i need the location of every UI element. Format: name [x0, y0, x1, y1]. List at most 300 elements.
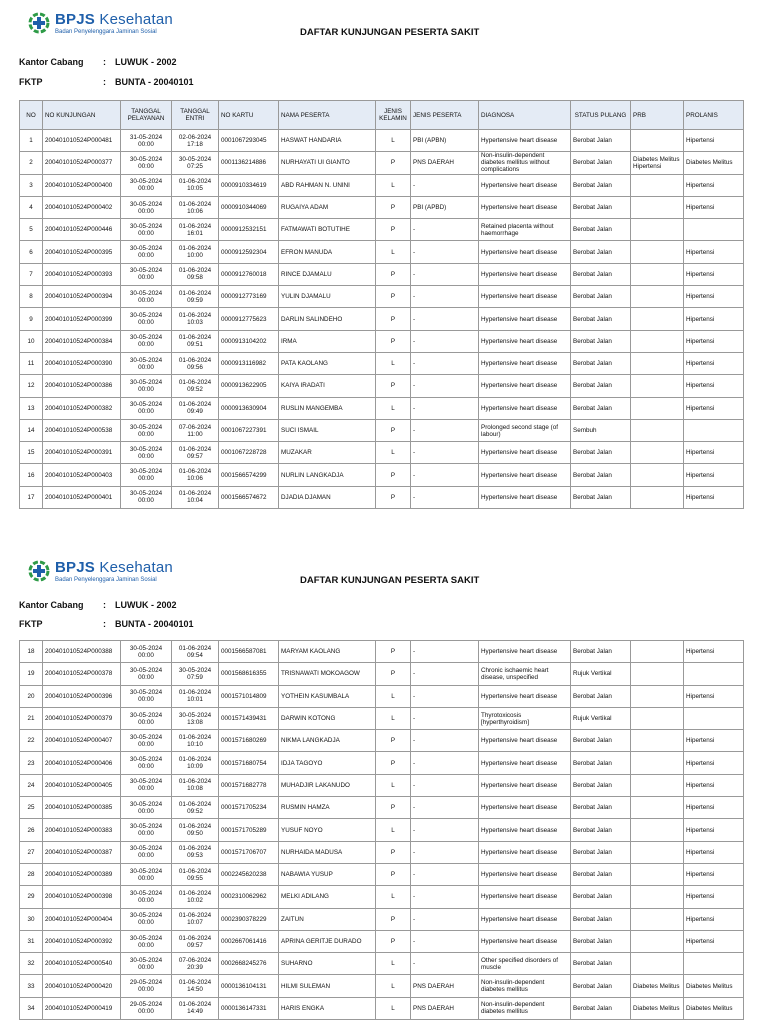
cell-no: 7 — [20, 263, 43, 285]
cell-no: 2 — [20, 152, 43, 174]
cell-jenis-peserta: - — [411, 663, 479, 685]
cell-jenis-peserta: - — [411, 174, 479, 196]
table-row — [20, 219, 744, 241]
cell-no-kartu: 0001571706707 — [219, 841, 279, 863]
cell-status-pulang: Berobat Jalan — [571, 486, 631, 508]
cell-prb — [631, 841, 684, 863]
cell-tanggal-entri: 01-06-2024 10:06 — [172, 196, 219, 218]
cell-prb — [631, 286, 684, 308]
column-header: NAMA PESERTA — [279, 101, 376, 130]
cell-status-pulang: Berobat Jalan — [571, 997, 631, 1019]
cell-tanggal-pelayanan: 30-05-2024 00:00 — [121, 707, 172, 729]
cell-tanggal-pelayanan: 30-05-2024 00:00 — [121, 464, 172, 486]
cell-jenis-kelamin: L — [376, 685, 411, 707]
cell-prb — [631, 953, 684, 975]
table-row — [20, 397, 744, 419]
cell-prb — [631, 352, 684, 374]
cell-prb — [631, 330, 684, 352]
cell-diagnosa: Hypertensive heart disease — [479, 863, 571, 885]
cell-diagnosa: Hypertensive heart disease — [479, 241, 571, 263]
cell-no-kunjungan: 200401010524P000403 — [43, 464, 121, 486]
cell-no-kunjungan: 200401010524P000387 — [43, 841, 121, 863]
cell-nama-peserta: FATMAWATI BOTUTIHE — [279, 219, 376, 241]
cell-no-kunjungan: 200401010524P000393 — [43, 263, 121, 285]
cell-nama-peserta: NIKMA LANGKADJA — [279, 730, 376, 752]
cell-no: 4 — [20, 196, 43, 218]
cell-nama-peserta: ABD RAHMAN N. UNINI — [279, 174, 376, 196]
cell-tanggal-pelayanan: 30-05-2024 00:00 — [121, 219, 172, 241]
cell-tanggal-entri: 01-06-2024 09:52 — [172, 375, 219, 397]
cell-no-kunjungan: 200401010524P000481 — [43, 130, 121, 152]
column-header: TANGGAL PELAYANAN — [121, 101, 172, 130]
cell-nama-peserta: RUSMIN HAMZA — [279, 797, 376, 819]
cell-nama-peserta: YULIN DJAMALU — [279, 286, 376, 308]
cell-jenis-kelamin: L — [376, 130, 411, 152]
cell-jenis-peserta: - — [411, 375, 479, 397]
cell-jenis-peserta: PBI (APBN) — [411, 130, 479, 152]
cell-tanggal-pelayanan: 30-05-2024 00:00 — [121, 375, 172, 397]
cell-tanggal-entri: 01-06-2024 09:50 — [172, 819, 219, 841]
cell-diagnosa: Retained placenta without haemorrhage — [479, 219, 571, 241]
cell-nama-peserta: MUZAKAR — [279, 442, 376, 464]
cell-prb — [631, 908, 684, 930]
cell-jenis-kelamin: P — [376, 419, 411, 441]
cell-no-kunjungan: 200401010524P000382 — [43, 397, 121, 419]
cell-tanggal-entri: 01-06-2024 09:58 — [172, 263, 219, 285]
cell-status-pulang: Berobat Jalan — [571, 685, 631, 707]
cell-jenis-kelamin: P — [376, 219, 411, 241]
cell-jenis-peserta: - — [411, 908, 479, 930]
cell-prb — [631, 663, 684, 685]
column-header: PRB — [631, 101, 684, 130]
cell-tanggal-entri: 01-06-2024 10:03 — [172, 308, 219, 330]
cell-no-kunjungan: 200401010524P000391 — [43, 442, 121, 464]
table-row — [20, 752, 744, 774]
cell-no-kunjungan: 200401010524P000399 — [43, 308, 121, 330]
visit-table — [19, 640, 744, 1020]
cell-tanggal-pelayanan: 30-05-2024 00:00 — [121, 241, 172, 263]
cell-tanggal-pelayanan: 30-05-2024 00:00 — [121, 641, 172, 663]
cell-jenis-peserta: - — [411, 841, 479, 863]
cell-diagnosa: Hypertensive heart disease — [479, 486, 571, 508]
cell-prolanis: Hipertensi — [684, 730, 744, 752]
cell-prolanis: Diabetes Melitus — [684, 975, 744, 997]
cell-tanggal-pelayanan: 30-05-2024 00:00 — [121, 486, 172, 508]
cell-tanggal-pelayanan: 30-05-2024 00:00 — [121, 663, 172, 685]
cell-prb — [631, 707, 684, 729]
cell-prolanis — [684, 953, 744, 975]
visit-table — [19, 100, 744, 509]
cell-jenis-peserta: - — [411, 797, 479, 819]
cell-diagnosa: Thyrotoxicosis [hyperthyroidism] — [479, 707, 571, 729]
cell-no-kunjungan: 200401010524P000540 — [43, 953, 121, 975]
cell-prb — [631, 819, 684, 841]
cell-prb — [631, 886, 684, 908]
cell-no: 19 — [20, 663, 43, 685]
column-header: DIAGNOSA — [479, 101, 571, 130]
cell-no-kunjungan: 200401010524P000406 — [43, 752, 121, 774]
column-header: STATUS PULANG — [571, 101, 631, 130]
table-row — [20, 930, 744, 952]
cell-no: 25 — [20, 797, 43, 819]
table-row — [20, 419, 744, 441]
cell-prolanis: Hipertensi — [684, 486, 744, 508]
cell-jenis-kelamin: L — [376, 442, 411, 464]
table-row — [20, 774, 744, 796]
cell-nama-peserta: RINCE DJAMALU — [279, 263, 376, 285]
cell-status-pulang: Berobat Jalan — [571, 953, 631, 975]
cell-prb — [631, 442, 684, 464]
cell-jenis-kelamin: L — [376, 975, 411, 997]
cell-jenis-peserta: - — [411, 730, 479, 752]
cell-prb — [631, 797, 684, 819]
cell-prolanis: Hipertensi — [684, 330, 744, 352]
cell-prb — [631, 464, 684, 486]
cell-no-kartu: 0000910334619 — [219, 174, 279, 196]
cell-jenis-peserta: - — [411, 774, 479, 796]
kantor-cabang-value: LUWUK - 2002 — [115, 57, 177, 67]
column-header: JENIS KELAMIN — [376, 101, 411, 130]
cell-no-kunjungan: 200401010524P000377 — [43, 152, 121, 174]
table-row — [20, 975, 744, 997]
table-body — [20, 130, 744, 509]
cell-prb — [631, 263, 684, 285]
cell-no: 6 — [20, 241, 43, 263]
cell-jenis-peserta: - — [411, 241, 479, 263]
cell-status-pulang: Sembuh — [571, 419, 631, 441]
cell-jenis-kelamin: L — [376, 819, 411, 841]
cell-tanggal-pelayanan: 30-05-2024 00:00 — [121, 685, 172, 707]
cell-no-kartu: 0002310062962 — [219, 886, 279, 908]
cell-tanggal-pelayanan: 29-05-2024 00:00 — [121, 975, 172, 997]
cell-jenis-peserta: - — [411, 352, 479, 374]
cell-jenis-peserta: - — [411, 219, 479, 241]
cell-no-kunjungan: 200401010524P000405 — [43, 774, 121, 796]
cell-no-kartu: 0001571705234 — [219, 797, 279, 819]
cell-no-kunjungan: 200401010524P000404 — [43, 908, 121, 930]
cell-nama-peserta: RUGAIYA ADAM — [279, 196, 376, 218]
cell-tanggal-entri: 01-06-2024 10:00 — [172, 241, 219, 263]
cell-tanggal-entri: 01-06-2024 09:57 — [172, 930, 219, 952]
cell-prb — [631, 308, 684, 330]
cell-no: 34 — [20, 997, 43, 1019]
cell-diagnosa: Prolonged second stage (of labour) — [479, 419, 571, 441]
cell-prolanis: Hipertensi — [684, 797, 744, 819]
cell-status-pulang: Berobat Jalan — [571, 174, 631, 196]
cell-prolanis: Hipertensi — [684, 442, 744, 464]
cell-prb — [631, 774, 684, 796]
cell-nama-peserta: MELKI ADILANG — [279, 886, 376, 908]
cell-status-pulang: Rujuk Vertikal — [571, 663, 631, 685]
cell-tanggal-pelayanan: 30-05-2024 00:00 — [121, 953, 172, 975]
cell-status-pulang: Berobat Jalan — [571, 464, 631, 486]
cell-prolanis: Diabetes Melitus — [684, 997, 744, 1019]
brand-tagline: Badan Penyelenggara Jaminan Sosial — [55, 29, 157, 35]
cell-tanggal-pelayanan: 30-05-2024 00:00 — [121, 286, 172, 308]
column-header: TANGGAL ENTRI — [172, 101, 219, 130]
cell-jenis-peserta: - — [411, 819, 479, 841]
cell-status-pulang: Berobat Jalan — [571, 397, 631, 419]
cell-no-kunjungan: 200401010524P000401 — [43, 486, 121, 508]
cell-no: 1 — [20, 130, 43, 152]
cell-status-pulang: Berobat Jalan — [571, 130, 631, 152]
cell-no-kartu: 0001571705289 — [219, 819, 279, 841]
cell-tanggal-pelayanan: 30-05-2024 00:00 — [121, 863, 172, 885]
table-row — [20, 841, 744, 863]
cell-prolanis: Hipertensi — [684, 375, 744, 397]
cell-no-kartu: 0000913104202 — [219, 330, 279, 352]
cell-diagnosa: Hypertensive heart disease — [479, 196, 571, 218]
cell-no: 3 — [20, 174, 43, 196]
cell-no-kartu: 0000136104131 — [219, 975, 279, 997]
table-row — [20, 130, 744, 152]
cell-tanggal-entri: 30-05-2024 13:08 — [172, 707, 219, 729]
cell-no: 17 — [20, 486, 43, 508]
cell-tanggal-entri: 01-06-2024 10:09 — [172, 752, 219, 774]
cell-prolanis: Hipertensi — [684, 908, 744, 930]
cell-prolanis: Hipertensi — [684, 641, 744, 663]
cell-nama-peserta: APRINA GERITJE DURADO — [279, 930, 376, 952]
cell-no: 8 — [20, 286, 43, 308]
cell-diagnosa: Non-insulin-dependent diabetes mellitus without complications — [479, 152, 571, 174]
cell-no: 10 — [20, 330, 43, 352]
cell-diagnosa: Hypertensive heart disease — [479, 841, 571, 863]
cell-no-kartu: 0001136214886 — [219, 152, 279, 174]
cell-no: 15 — [20, 442, 43, 464]
cell-prolanis: Hipertensi — [684, 352, 744, 374]
cell-jenis-kelamin: P — [376, 930, 411, 952]
cell-jenis-kelamin: L — [376, 774, 411, 796]
cell-jenis-kelamin: P — [376, 797, 411, 819]
cell-jenis-kelamin: P — [376, 641, 411, 663]
cell-no-kartu: 0001568616355 — [219, 663, 279, 685]
cell-tanggal-pelayanan: 30-05-2024 00:00 — [121, 442, 172, 464]
cell-no: 18 — [20, 641, 43, 663]
cell-nama-peserta: NURHAYATI UI GIANTO — [279, 152, 376, 174]
cell-diagnosa: Hypertensive heart disease — [479, 174, 571, 196]
table-row — [20, 886, 744, 908]
cell-tanggal-entri: 07-06-2024 11:00 — [172, 419, 219, 441]
cell-nama-peserta: YUSUF NOYO — [279, 819, 376, 841]
cell-no-kartu: 0001571014809 — [219, 685, 279, 707]
table-row — [20, 663, 744, 685]
fktp-value: BUNTA - 20040101 — [115, 77, 194, 87]
cell-diagnosa: Chronic ischaemic heart disease, unspecified — [479, 663, 571, 685]
cell-nama-peserta: NURLIN LANGKADJA — [279, 464, 376, 486]
column-header: NO KUNJUNGAN — [43, 101, 121, 130]
cell-no-kartu: 0001566587081 — [219, 641, 279, 663]
cell-prb — [631, 241, 684, 263]
kantor-cabang-line: Kantor Cabang : LUWUK - 2002 — [19, 600, 177, 610]
cell-no: 24 — [20, 774, 43, 796]
cell-status-pulang: Berobat Jalan — [571, 196, 631, 218]
cell-tanggal-entri: 01-06-2024 10:05 — [172, 174, 219, 196]
table-row — [20, 997, 744, 1019]
cell-prolanis: Hipertensi — [684, 752, 744, 774]
cell-tanggal-entri: 01-06-2024 10:06 — [172, 464, 219, 486]
cell-no: 5 — [20, 219, 43, 241]
cell-tanggal-entri: 07-06-2024 20:39 — [172, 953, 219, 975]
cell-prb — [631, 375, 684, 397]
cell-jenis-peserta: - — [411, 752, 479, 774]
cell-diagnosa: Hypertensive heart disease — [479, 352, 571, 374]
cell-nama-peserta: HASWAT HANDARIA — [279, 130, 376, 152]
cell-tanggal-pelayanan: 30-05-2024 00:00 — [121, 774, 172, 796]
cell-status-pulang: Berobat Jalan — [571, 774, 631, 796]
cell-no-kartu: 0000912592304 — [219, 241, 279, 263]
cell-no-kunjungan: 200401010524P000407 — [43, 730, 121, 752]
fktp-value: BUNTA - 20040101 — [115, 619, 194, 629]
cell-jenis-peserta: - — [411, 397, 479, 419]
cell-no-kartu: 0002390378229 — [219, 908, 279, 930]
cell-prb: Diabetes Melitus — [631, 975, 684, 997]
cell-diagnosa: Other specified disorders of muscle — [479, 953, 571, 975]
cell-no-kunjungan: 200401010524P000398 — [43, 886, 121, 908]
table-row — [20, 308, 744, 330]
cell-no-kunjungan: 200401010524P000389 — [43, 863, 121, 885]
cell-nama-peserta: PATA KAOLANG — [279, 352, 376, 374]
cell-no-kartu: 0001571439431 — [219, 707, 279, 729]
cell-status-pulang: Berobat Jalan — [571, 352, 631, 374]
cell-jenis-kelamin: P — [376, 863, 411, 885]
cell-prolanis: Hipertensi — [684, 196, 744, 218]
cell-jenis-peserta: - — [411, 442, 479, 464]
cell-no-kunjungan: 200401010524P000392 — [43, 930, 121, 952]
cell-jenis-peserta: PNS DAERAH — [411, 152, 479, 174]
cell-jenis-peserta: - — [411, 263, 479, 285]
table-body — [20, 641, 744, 1020]
cell-prolanis: Hipertensi — [684, 819, 744, 841]
cell-prolanis — [684, 663, 744, 685]
cell-status-pulang: Berobat Jalan — [571, 442, 631, 464]
cell-prb — [631, 730, 684, 752]
table-row — [20, 863, 744, 885]
cell-nama-peserta: DARWIN KOTONG — [279, 707, 376, 729]
cell-status-pulang: Berobat Jalan — [571, 330, 631, 352]
column-header: NO — [20, 101, 43, 130]
cell-tanggal-entri: 01-06-2024 10:10 — [172, 730, 219, 752]
cell-status-pulang: Berobat Jalan — [571, 908, 631, 930]
cell-no-kunjungan: 200401010524P000420 — [43, 975, 121, 997]
cell-diagnosa: Hypertensive heart disease — [479, 130, 571, 152]
cell-tanggal-pelayanan: 30-05-2024 00:00 — [121, 196, 172, 218]
cell-diagnosa: Hypertensive heart disease — [479, 375, 571, 397]
cell-prolanis — [684, 219, 744, 241]
cell-no: 33 — [20, 975, 43, 997]
cell-status-pulang: Berobat Jalan — [571, 241, 631, 263]
cell-status-pulang: Berobat Jalan — [571, 641, 631, 663]
cell-jenis-peserta: - — [411, 419, 479, 441]
cell-jenis-kelamin: P — [376, 663, 411, 685]
cell-prolanis: Hipertensi — [684, 241, 744, 263]
cell-jenis-kelamin: P — [376, 908, 411, 930]
cell-nama-peserta: SUCI ISMAIL — [279, 419, 376, 441]
cell-no: 32 — [20, 953, 43, 975]
cell-nama-peserta: HARIS ENGKA — [279, 997, 376, 1019]
cell-tanggal-pelayanan: 30-05-2024 00:00 — [121, 152, 172, 174]
cell-jenis-peserta: - — [411, 308, 479, 330]
cell-tanggal-entri: 01-06-2024 10:04 — [172, 486, 219, 508]
cell-jenis-kelamin: L — [376, 241, 411, 263]
cell-nama-peserta: DARLIN SALINDEHO — [279, 308, 376, 330]
table-row — [20, 286, 744, 308]
cell-diagnosa: Hypertensive heart disease — [479, 685, 571, 707]
cell-diagnosa: Hypertensive heart disease — [479, 886, 571, 908]
cell-no: 23 — [20, 752, 43, 774]
cell-prolanis: Hipertensi — [684, 397, 744, 419]
cell-diagnosa: Non-insulin-dependent diabetes mellitus — [479, 975, 571, 997]
cell-prb — [631, 419, 684, 441]
cell-jenis-kelamin: L — [376, 886, 411, 908]
cell-tanggal-entri: 01-06-2024 09:52 — [172, 797, 219, 819]
cell-jenis-kelamin: P — [376, 152, 411, 174]
cell-status-pulang: Berobat Jalan — [571, 841, 631, 863]
cell-prb — [631, 397, 684, 419]
cell-no-kunjungan: 200401010524P000396 — [43, 685, 121, 707]
cell-prolanis: Hipertensi — [684, 685, 744, 707]
cell-no-kunjungan: 200401010524P000419 — [43, 997, 121, 1019]
cell-prb — [631, 219, 684, 241]
cell-nama-peserta: EFRON MANUDA — [279, 241, 376, 263]
cell-no-kartu: 0002667061416 — [219, 930, 279, 952]
cell-no-kartu: 0000912775623 — [219, 308, 279, 330]
cell-tanggal-pelayanan: 30-05-2024 00:00 — [121, 308, 172, 330]
cell-no-kartu: 0002245620238 — [219, 863, 279, 885]
cell-nama-peserta: RUSLIN MANGEMBA — [279, 397, 376, 419]
cell-prb — [631, 863, 684, 885]
cell-status-pulang: Berobat Jalan — [571, 375, 631, 397]
cell-tanggal-pelayanan: 30-05-2024 00:00 — [121, 819, 172, 841]
cell-diagnosa: Hypertensive heart disease — [479, 308, 571, 330]
table-row — [20, 442, 744, 464]
cell-no-kunjungan: 200401010524P000388 — [43, 641, 121, 663]
cell-jenis-kelamin: P — [376, 464, 411, 486]
cell-no: 13 — [20, 397, 43, 419]
cell-tanggal-entri: 01-06-2024 09:59 — [172, 286, 219, 308]
cell-nama-peserta: KAIYA IRADATI — [279, 375, 376, 397]
cell-no-kunjungan: 200401010524P000385 — [43, 797, 121, 819]
bpjs-logo — [28, 560, 188, 590]
cell-no: 9 — [20, 308, 43, 330]
cell-nama-peserta: MUHADJIR LAKANUDO — [279, 774, 376, 796]
cell-nama-peserta: MARYAM KAOLANG — [279, 641, 376, 663]
cell-nama-peserta: IDJA TAGOYO — [279, 752, 376, 774]
cell-tanggal-entri: 01-06-2024 09:54 — [172, 641, 219, 663]
cell-jenis-kelamin: P — [376, 375, 411, 397]
table-row — [20, 486, 744, 508]
cell-status-pulang: Berobat Jalan — [571, 975, 631, 997]
cell-prolanis: Hipertensi — [684, 886, 744, 908]
cell-no: 21 — [20, 707, 43, 729]
report-page-2 — [0, 548, 768, 1024]
cell-no: 22 — [20, 730, 43, 752]
cell-jenis-peserta: - — [411, 464, 479, 486]
cell-prolanis — [684, 419, 744, 441]
cell-jenis-peserta: PNS DAERAH — [411, 997, 479, 1019]
cell-no-kartu: 0001566574299 — [219, 464, 279, 486]
table-row — [20, 685, 744, 707]
cell-no-kartu: 0001067293045 — [219, 130, 279, 152]
cell-status-pulang: Berobat Jalan — [571, 886, 631, 908]
cell-tanggal-entri: 02-06-2024 17:18 — [172, 130, 219, 152]
cell-no-kunjungan: 200401010524P000384 — [43, 330, 121, 352]
cell-status-pulang: Berobat Jalan — [571, 730, 631, 752]
cell-tanggal-entri: 01-06-2024 14:50 — [172, 975, 219, 997]
cell-tanggal-pelayanan: 30-05-2024 00:00 — [121, 352, 172, 374]
cell-diagnosa: Hypertensive heart disease — [479, 819, 571, 841]
cell-jenis-peserta: - — [411, 641, 479, 663]
cell-tanggal-entri: 30-05-2024 07:59 — [172, 663, 219, 685]
